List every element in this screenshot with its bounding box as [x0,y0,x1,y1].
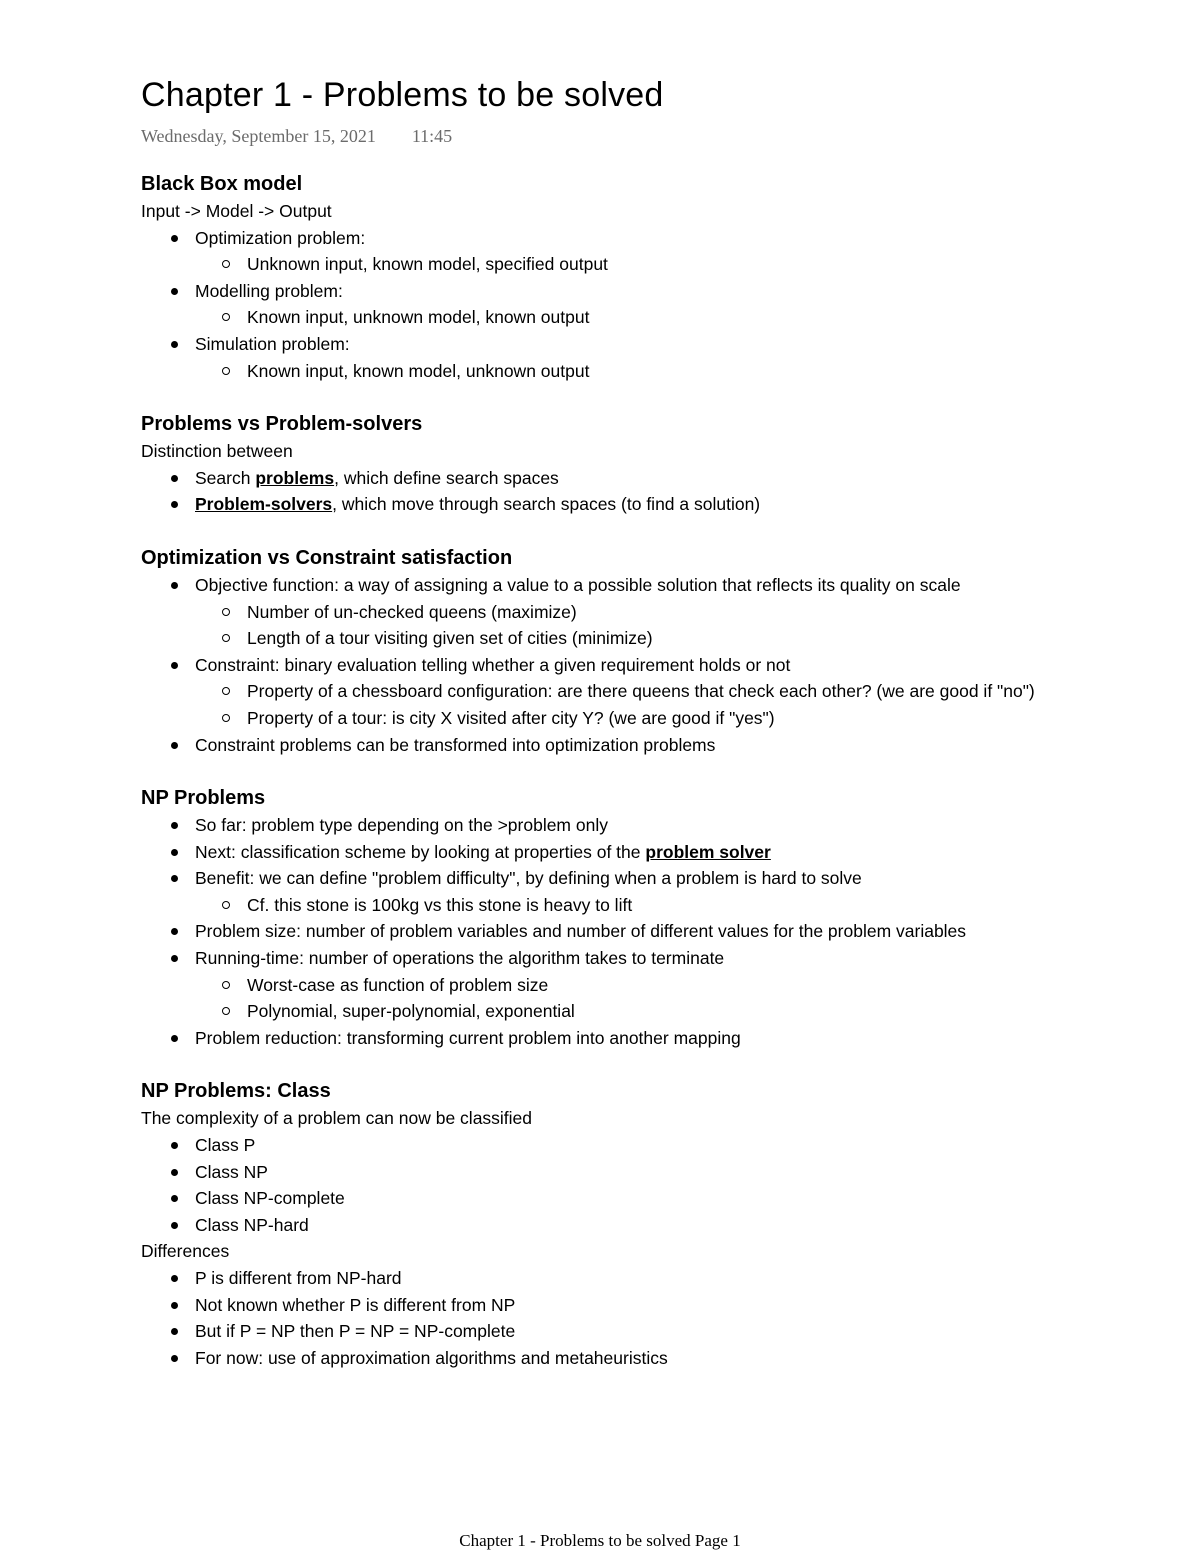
list-item: So far: problem type depending on the >problem only [141,812,1041,839]
page-time: 11:45 [411,126,453,146]
list-item: Optimization problem: Unknown input, known model, specified output [141,225,1041,278]
list-item: Running-time: number of operations the algorithm takes to terminate Worst-case as function of problem size Polynomial, super-polynomial, exponential [141,945,1041,1025]
section-optimization [141,544,1041,758]
list-item: Class P [141,1132,1041,1159]
page-title: Chapter 1 - Problems to be solved [141,76,664,114]
list-item: Constraint: binary evaluation telling whether a given requirement holds or not Property of a chessboard configuration: are there queens that check each other? (we are good if "no") Property of a tour: is city X visited after city Y? (we are good if "yes") [141,652,1041,732]
list-item: Class NP-complete [141,1185,1041,1212]
list-item: Modelling problem: Known input, unknown model, known output [141,278,1041,331]
page-date: Wednesday, September 15, 2021 [141,126,376,146]
section-np-problems [141,784,1041,1051]
sub-list-item: Worst-case as function of problem size [195,972,1041,999]
list-item: Problem reduction: transforming current problem into another mapping [141,1025,1041,1052]
sub-list-item: Number of un-checked queens (maximize) [195,599,1041,626]
bullet-list [141,812,1041,1051]
section-black-box [141,170,1041,384]
section-heading: Black Box model [141,173,303,195]
list-item: P is different from NP-hard [141,1265,1041,1292]
sub-list-item: Unknown input, known model, specified output [195,251,1041,278]
differences-label: Differences [141,1241,230,1262]
section-problems-vs-solvers [141,410,1041,518]
section-np-class [141,1077,1041,1371]
sub-list-item: Property of a tour: is city X visited after city Y? (we are good if "yes") [195,705,1041,732]
section-heading: NP Problems: Class [141,1080,331,1103]
list-item: For now: use of approximation algorithms and metaheuristics [141,1345,1041,1372]
list-item: Next: classification scheme by looking at properties of the problem solver [141,839,1041,866]
page-footer: Chapter 1 - Problems to be solved Page 1 [459,1531,741,1550]
page-meta [141,126,1041,152]
bullet-list [141,1132,1041,1238]
list-item: Problem-solvers, which move through search spaces (to find a solution) [141,491,1041,518]
section-heading: Optimization vs Constraint satisfaction [141,546,513,569]
sub-list-item: Cf. this stone is 100kg vs this stone is heavy to lift [195,892,1041,919]
section-intro: Distinction between [141,441,293,462]
bullet-list [141,1265,1041,1371]
list-item: Benefit: we can define "problem difficulty", by defining when a problem is hard to solve Cf. this stone is 100kg vs this stone is heavy to lift [141,865,1041,918]
list-item: Constraint problems can be transformed into optimization problems [141,732,1041,759]
sub-list-item: Known input, unknown model, known output [195,304,1041,331]
sub-list-item: Known input, known model, unknown output [195,358,1041,385]
list-item: Search problems, which define search spaces [141,465,1041,492]
sub-list-item: Polynomial, super-polynomial, exponential [195,998,1041,1025]
list-item: Problem size: number of problem variables and number of different values for the problem variables [141,918,1041,945]
list-item: Not known whether P is different from NP [141,1292,1041,1319]
section-heading: NP Problems [141,787,266,810]
bullet-list [141,572,1041,758]
bullet-list [141,225,1041,385]
sub-list-item: Length of a tour visiting given set of cities (minimize) [195,625,1041,652]
bullet-list [141,465,1041,518]
section-heading: Problems vs Problem-solvers [141,413,423,436]
underlined-term: Problem-solvers [195,494,333,515]
section-intro: The complexity of a problem can now be classified [141,1108,533,1129]
section-intro: Input -> Model -> Output [141,201,332,221]
underlined-term: problems [255,467,335,488]
list-item: Class NP-hard [141,1212,1041,1239]
note-page [141,72,1041,1371]
underlined-term: problem solver [645,841,771,862]
list-item: Simulation problem: Known input, known model, unknown output [141,331,1041,384]
list-item: Class NP [141,1159,1041,1186]
list-item: Objective function: a way of assigning a value to a possible solution that reflects its quality on scale Number of un-checked queens (maximize) Length of a tour visiting given set of cities (minimize) [141,572,1041,652]
sub-list-item: Property of a chessboard configuration: are there queens that check each other? (we are good if "no") [195,678,1041,705]
list-item: But if P = NP then P = NP = NP-complete [141,1318,1041,1345]
